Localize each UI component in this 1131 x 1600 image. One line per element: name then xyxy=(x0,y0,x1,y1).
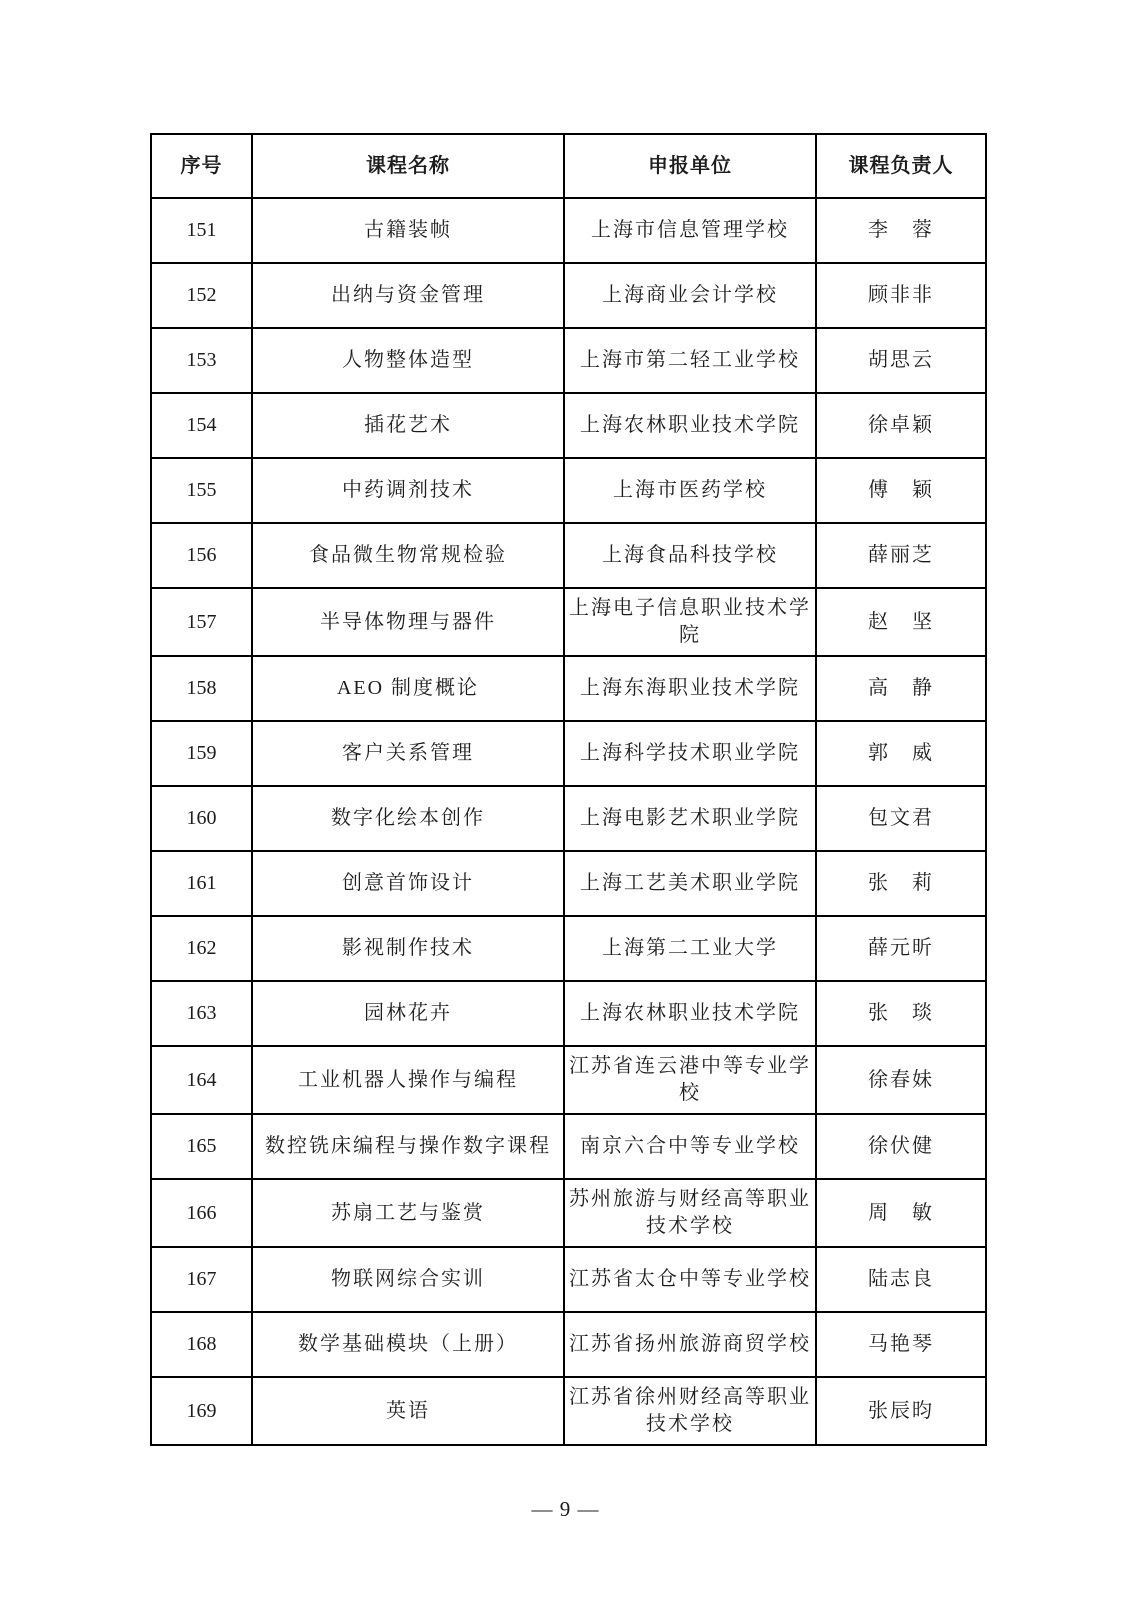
course-name-cell: AEO 制度概论 xyxy=(252,656,564,721)
table-row xyxy=(151,851,986,916)
page-number: — 9 — xyxy=(531,1497,600,1521)
course-name-cell: 苏扇工艺与鉴赏 xyxy=(252,1179,564,1247)
row-serial-number-cell: 163 xyxy=(151,981,252,1046)
table-row xyxy=(151,198,986,263)
row-serial-number-cell: 157 xyxy=(151,588,252,656)
course-leader-cell: 张 莉 xyxy=(816,851,986,916)
course-leader-cell: 张辰昀 xyxy=(816,1377,986,1445)
course-name-cell: 插花艺术 xyxy=(252,393,564,458)
applicant-unit-cell: 上海市医药学校 xyxy=(564,458,816,523)
course-leader-cell: 薛元昕 xyxy=(816,916,986,981)
course-name-cell: 半导体物理与器件 xyxy=(252,588,564,656)
row-serial-number-cell: 156 xyxy=(151,523,252,588)
applicant-unit-cell: 上海科学技术职业学院 xyxy=(564,721,816,786)
course-leader-cell: 包文君 xyxy=(816,786,986,851)
table-row xyxy=(151,588,986,656)
course-name-cell: 出纳与资金管理 xyxy=(252,263,564,328)
course-leader-cell: 张 琰 xyxy=(816,981,986,1046)
course-leader-cell: 徐卓颖 xyxy=(816,393,986,458)
applicant-unit-cell: 上海市第二轻工业学校 xyxy=(564,328,816,393)
row-serial-number-cell: 151 xyxy=(151,198,252,263)
row-serial-number-cell: 159 xyxy=(151,721,252,786)
table-row xyxy=(151,458,986,523)
course-name-cell: 影视制作技术 xyxy=(252,916,564,981)
course-name-cell: 中药调剂技术 xyxy=(252,458,564,523)
course-name-cell: 园林花卉 xyxy=(252,981,564,1046)
course-name-cell: 数字化绘本创作 xyxy=(252,786,564,851)
row-serial-number-cell: 158 xyxy=(151,656,252,721)
course-name-cell: 物联网综合实训 xyxy=(252,1247,564,1312)
table-row xyxy=(151,523,986,588)
course-leader-cell: 周 敏 xyxy=(816,1179,986,1247)
table-row xyxy=(151,786,986,851)
course-table-container xyxy=(150,133,985,1446)
applicant-unit-cell: 上海第二工业大学 xyxy=(564,916,816,981)
applicant-unit-cell: 上海市信息管理学校 xyxy=(564,198,816,263)
course-name-cell: 工业机器人操作与编程 xyxy=(252,1046,564,1114)
table-row xyxy=(151,1179,986,1247)
header-course-name: 课程名称 xyxy=(252,134,564,198)
applicant-unit-cell: 上海农林职业技术学院 xyxy=(564,981,816,1046)
applicant-unit-cell: 上海食品科技学校 xyxy=(564,523,816,588)
table-row xyxy=(151,721,986,786)
row-serial-number-cell: 168 xyxy=(151,1312,252,1377)
course-table-body xyxy=(151,198,986,1445)
course-name-cell: 客户关系管理 xyxy=(252,721,564,786)
course-name-cell: 食品微生物常规检验 xyxy=(252,523,564,588)
row-serial-number-cell: 164 xyxy=(151,1046,252,1114)
course-leader-cell: 马艳琴 xyxy=(816,1312,986,1377)
course-name-cell: 数控铣床编程与操作数字课程 xyxy=(252,1114,564,1179)
course-leader-cell: 陆志良 xyxy=(816,1247,986,1312)
table-row xyxy=(151,981,986,1046)
course-leader-cell: 赵 坚 xyxy=(816,588,986,656)
applicant-unit-cell: 江苏省扬州旅游商贸学校 xyxy=(564,1312,816,1377)
applicant-unit-cell: 江苏省徐州财经高等职业技术学校 xyxy=(564,1377,816,1445)
applicant-unit-cell: 上海东海职业技术学院 xyxy=(564,656,816,721)
course-name-cell: 英语 xyxy=(252,1377,564,1445)
course-leader-cell: 高 静 xyxy=(816,656,986,721)
applicant-unit-cell: 苏州旅游与财经高等职业技术学校 xyxy=(564,1179,816,1247)
course-table xyxy=(150,133,987,1446)
applicant-unit-cell: 上海电子信息职业技术学院 xyxy=(564,588,816,656)
header-serial-number: 序号 xyxy=(151,134,252,198)
table-row xyxy=(151,1114,986,1179)
course-name-cell: 古籍装帧 xyxy=(252,198,564,263)
course-leader-cell: 顾非非 xyxy=(816,263,986,328)
course-leader-cell: 胡思云 xyxy=(816,328,986,393)
row-serial-number-cell: 160 xyxy=(151,786,252,851)
table-row xyxy=(151,328,986,393)
row-serial-number-cell: 167 xyxy=(151,1247,252,1312)
course-name-cell: 人物整体造型 xyxy=(252,328,564,393)
table-header-row xyxy=(151,134,986,198)
applicant-unit-cell: 上海电影艺术职业学院 xyxy=(564,786,816,851)
table-row xyxy=(151,656,986,721)
header-course-leader: 课程负责人 xyxy=(816,134,986,198)
applicant-unit-cell: 江苏省太仓中等专业学校 xyxy=(564,1247,816,1312)
table-row xyxy=(151,1312,986,1377)
course-name-cell: 创意首饰设计 xyxy=(252,851,564,916)
applicant-unit-cell: 上海工艺美术职业学院 xyxy=(564,851,816,916)
course-leader-cell: 徐春妹 xyxy=(816,1046,986,1114)
course-name-cell: 数学基础模块（上册） xyxy=(252,1312,564,1377)
course-leader-cell: 郭 威 xyxy=(816,721,986,786)
table-row xyxy=(151,263,986,328)
applicant-unit-cell: 上海农林职业技术学院 xyxy=(564,393,816,458)
course-leader-cell: 李 蓉 xyxy=(816,198,986,263)
applicant-unit-cell: 南京六合中等专业学校 xyxy=(564,1114,816,1179)
row-serial-number-cell: 166 xyxy=(151,1179,252,1247)
header-applicant-unit: 申报单位 xyxy=(564,134,816,198)
row-serial-number-cell: 162 xyxy=(151,916,252,981)
table-row xyxy=(151,1046,986,1114)
table-row xyxy=(151,393,986,458)
row-serial-number-cell: 154 xyxy=(151,393,252,458)
row-serial-number-cell: 161 xyxy=(151,851,252,916)
table-row xyxy=(151,1247,986,1312)
row-serial-number-cell: 165 xyxy=(151,1114,252,1179)
applicant-unit-cell: 江苏省连云港中等专业学校 xyxy=(564,1046,816,1114)
table-row xyxy=(151,1377,986,1445)
row-serial-number-cell: 152 xyxy=(151,263,252,328)
course-leader-cell: 徐伏健 xyxy=(816,1114,986,1179)
applicant-unit-cell: 上海商业会计学校 xyxy=(564,263,816,328)
course-leader-cell: 薛丽芝 xyxy=(816,523,986,588)
table-row xyxy=(151,916,986,981)
row-serial-number-cell: 169 xyxy=(151,1377,252,1445)
row-serial-number-cell: 153 xyxy=(151,328,252,393)
course-leader-cell: 傅 颖 xyxy=(816,458,986,523)
row-serial-number-cell: 155 xyxy=(151,458,252,523)
